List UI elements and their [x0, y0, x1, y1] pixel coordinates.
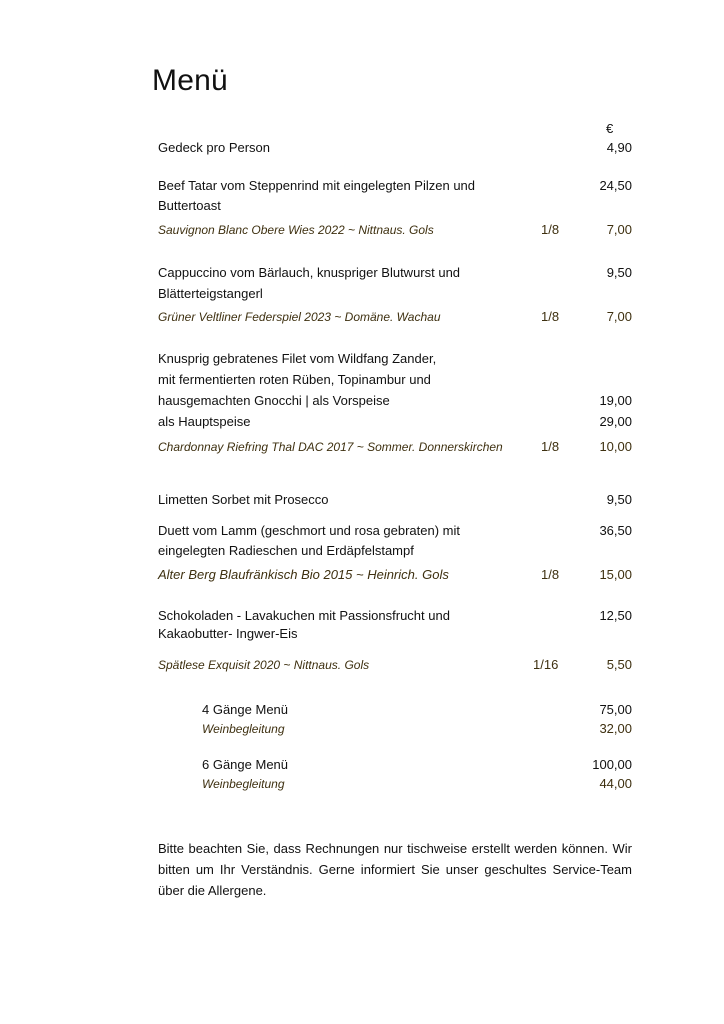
wine-price: 7,00 [606, 309, 632, 324]
item-name: Limetten Sorbet mit Prosecco [158, 492, 329, 507]
currency-header: € [606, 121, 614, 136]
wine-glass-size: 1/8 [541, 222, 560, 237]
wine-glass-size: 1/8 [541, 567, 560, 582]
item-name: Beef Tatar vom Steppenrind mit eingelegten Pilzen und Buttertoast [158, 178, 476, 213]
pairing-label: Weinbegleitung [202, 722, 285, 736]
item-name: Knusprig gebratenes Filet vom Wildfang Zander, mit fermentierten roten Rüben, Topinambur und hausgemachten Gnocchi | als Vorspeise als Hauptspeise [158, 351, 437, 429]
pairing-price: 32,00 [599, 721, 632, 736]
item-name: Gedeck pro Person [158, 140, 271, 155]
wine-price: 10,00 [599, 439, 632, 454]
wine-price: 15,00 [599, 567, 632, 582]
wine-price: 5,50 [606, 657, 632, 672]
wine-name: Grüner Veltliner Federspiel 2023 ~ Domäne. Wachau [158, 310, 441, 324]
wine-glass-size: 1/8 [541, 309, 560, 324]
item-price: 36,50 [599, 523, 632, 538]
item-price: 9,50 [606, 492, 632, 507]
item-price: 24,50 [599, 178, 632, 193]
wine-price: 7,00 [606, 222, 632, 237]
item-name: Cappuccino vom Bärlauch, knuspriger Blutwurst und Blätterteigstangerl [158, 265, 461, 301]
item-price-vorspeise: 19,00 [599, 393, 632, 408]
pairing-label: Weinbegleitung [202, 777, 285, 791]
item-price: 4,90 [606, 140, 632, 155]
item-name: Duett vom Lamm (geschmort und rosa gebraten) mit eingelegten Radieschen und Erdäpfelstampf [158, 523, 461, 558]
item-price: 12,50 [599, 608, 632, 623]
wine-name: Spätlese Exquisit 2020 ~ Nittnaus. Gols [158, 658, 370, 672]
item-price-hauptspeise: 29,00 [599, 414, 632, 429]
item-name: Schokoladen - Lavakuchen mit Passionsfrucht und Kakaobutter- Ingwer-Eis [158, 608, 450, 641]
wine-name: Chardonnay Riefring Thal DAC 2017 ~ Sommer. Donnerskirchen [158, 440, 503, 454]
set-menu-name: 4 Gänge Menü [202, 702, 289, 717]
set-menu-price: 100,00 [592, 757, 632, 772]
wine-name: Sauvignon Blanc Obere Wies 2022 ~ Nittnaus. Gols [158, 223, 434, 237]
wine-glass-size: 1/16 [533, 657, 559, 672]
set-menu-name: 6 Gänge Menü [202, 757, 289, 772]
set-menu-price: 75,00 [599, 702, 632, 717]
billing-allergen-note: Bitte beachten Sie, dass Rechnungen nur tischweise erstellt werden können. Wir bitten um Ihr Verständnis. Gerne informiert Sie unser geschultes Service-Team über die Allergene. [158, 841, 632, 898]
page-title: Menü [152, 64, 228, 97]
wine-name: Alter Berg Blaufränkisch Bio 2015 ~ Heinrich. Gols [158, 567, 449, 582]
item-price: 9,50 [606, 265, 632, 280]
wine-glass-size: 1/8 [541, 439, 560, 454]
pairing-price: 44,00 [599, 776, 632, 791]
